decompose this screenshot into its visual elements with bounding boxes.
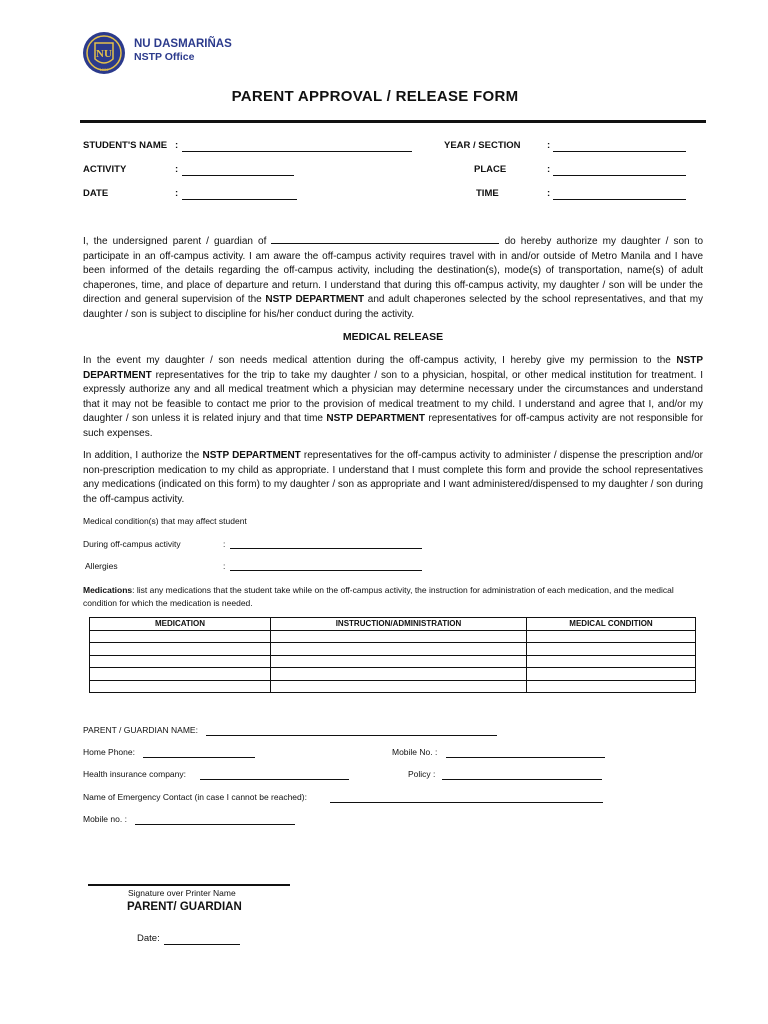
mobile2-field[interactable] [135, 814, 295, 825]
guardian-name-label: PARENT / GUARDIAN NAME: [83, 725, 198, 735]
col-header-condition: MEDICAL CONDITION [527, 618, 696, 631]
mobile2-label: Mobile no. : [83, 814, 127, 824]
year-section-colon: : [547, 140, 551, 151]
signature-date-label: Date: [137, 933, 160, 944]
auth-nstp-dept: NSTP DEPARTMENT [265, 294, 365, 305]
medication-cell[interactable] [90, 680, 271, 693]
medical-release-title: MEDICAL RELEASE [342, 331, 444, 343]
student-name-field[interactable] [182, 141, 412, 152]
medications-header-row [90, 618, 696, 631]
home-phone-label: Home Phone: [83, 747, 135, 757]
instruction-cell[interactable] [271, 655, 527, 668]
during-activity-colon: : [223, 539, 226, 549]
policy-field[interactable] [442, 769, 602, 780]
signature-role: PARENT/ GUARDIAN [127, 901, 242, 913]
medical-paragraph-1 [83, 354, 703, 441]
student-name-colon: : [175, 140, 179, 151]
medications-label: Medications [83, 585, 133, 595]
mobile-field[interactable] [446, 747, 605, 758]
conditions-heading: Medical condition(s) that may affect student [83, 516, 247, 526]
med-p1-bold-1: NSTP DEPARTMENT [83, 355, 704, 381]
auth-text-end: and adult chaperones selected by the school representatives, and that my daughter / son is subject to discipline for his/her conduct during the activity. [83, 294, 704, 320]
auth-text-body: participate in an off-campus activity. I am aware the off-campus activity requires travel with in and/or outside of Metro Manila and I have been informed of the details regarding the off-campus activity, including the destination(s), mode(s) of transportation, name(s) of adult chaperones, time, and place of departure and return. I understand that during this off-campus activity, my daughter / son will be under the direction and general supervision of the [83, 250, 703, 305]
signature-date-field[interactable] [164, 934, 240, 945]
allergies-colon: : [223, 561, 226, 571]
date-label: DATE [83, 188, 109, 199]
medications-row [90, 643, 696, 656]
title-divider [80, 120, 706, 123]
authorization-paragraph [83, 234, 703, 322]
med-p1-text-a: In the event my daughter / son needs medical attention during the off-campus activity, I hereby give my permission to the [83, 355, 671, 366]
insurance-label: Health insurance company: [83, 769, 187, 779]
med-p2-text-b: representatives for the off-campus activity to administer / dispense the prescription and/or non-prescription medication to my child as appropriate. I understand that I must complete this form and provide the school representatives any medications (indicated on this form) to my daughter / son as appropriate and I want administered/dispensed to my daughter / son during the off-campus activity. [83, 450, 704, 505]
emergency-contact-field[interactable] [330, 792, 603, 803]
activity-label: ACTIVITY [83, 164, 127, 175]
medications-row [90, 680, 696, 693]
instruction-cell[interactable] [271, 680, 527, 693]
condition-cell[interactable] [527, 630, 696, 643]
medications-row [90, 655, 696, 668]
medication-cell[interactable] [90, 630, 271, 643]
medications-instructions [83, 584, 708, 609]
date-field[interactable] [182, 189, 297, 200]
med-p2-text-a: In addition, I authorize the [83, 450, 200, 461]
condition-cell[interactable] [527, 643, 696, 656]
medication-cell[interactable] [90, 643, 271, 656]
place-field[interactable] [553, 165, 686, 176]
activity-field[interactable] [182, 165, 294, 176]
signature-line[interactable] [88, 884, 290, 886]
medications-row [90, 630, 696, 643]
condition-cell[interactable] [527, 655, 696, 668]
allergies-field[interactable] [230, 560, 422, 571]
time-colon: : [547, 188, 551, 199]
instruction-cell[interactable] [271, 630, 527, 643]
med-p1-text-c: representatives for off-campus activity are not responsible for such expenses. [83, 413, 704, 439]
medication-cell[interactable] [90, 655, 271, 668]
med-p1-bold-2: NSTP DEPARTMENT [326, 413, 425, 424]
instruction-cell[interactable] [271, 643, 527, 656]
med-p1-text-b: representatives for the trip to take my daughter / son to a physician, hospital, or other medical institution for treatment. I expressly authorize any and all medical treatment which a physician may determine necessary under the circumstances and understand that it may not be feasible to contact me prior to the provision of medical treatment to my child. I understand and agree that I, and/or my daughter / son unless it is related injury and that time [83, 369, 703, 424]
form-title: PARENT APPROVAL / RELEASE FORM [231, 88, 519, 105]
medication-cell[interactable] [90, 668, 271, 681]
medications-table [89, 617, 696, 693]
brand-block [134, 38, 232, 64]
auth-text-authorize: do hereby authorize my daughter / son to [504, 236, 704, 247]
place-colon: : [547, 164, 551, 175]
condition-cell[interactable] [527, 680, 696, 693]
guardian-name-field[interactable] [206, 725, 497, 736]
med-p2-bold: NSTP DEPARTMENT [202, 450, 301, 461]
brand-office: NSTP Office [134, 51, 195, 63]
instruction-cell[interactable] [271, 668, 527, 681]
medications-text: : list any medications that the student take while on the off-campus activity, the instruction for administration of each medication, and the medical condition for which the medication is needed. [83, 585, 674, 608]
brand-name: NU DASMARIÑAS [134, 38, 232, 50]
emergency-contact-label: Name of Emergency Contact (in case I cannot be reached): [83, 792, 307, 802]
university-seal-logo [82, 31, 126, 75]
time-field[interactable] [553, 189, 686, 200]
seal-monogram: NU [96, 48, 112, 60]
home-phone-field[interactable] [143, 747, 255, 758]
student-name-label: STUDENT'S NAME [83, 140, 168, 151]
medical-paragraph-2 [83, 449, 703, 507]
seal-year: 1900 [99, 67, 109, 72]
during-activity-label: During off-campus activity [83, 539, 181, 549]
place-label: PLACE [474, 164, 507, 175]
auth-text-start: I, the undersigned parent / guardian of [83, 236, 267, 247]
during-activity-field[interactable] [230, 538, 422, 549]
condition-cell[interactable] [527, 668, 696, 681]
guardian-of-field[interactable] [271, 234, 499, 244]
mobile-label: Mobile No. : [392, 747, 438, 757]
activity-colon: : [175, 164, 179, 175]
col-header-instruction: INSTRUCTION/ADMINISTRATION [271, 618, 527, 631]
year-section-label: YEAR / SECTION [444, 140, 521, 151]
col-header-medication: MEDICATION [90, 618, 271, 631]
date-colon: : [175, 188, 179, 199]
seal-icon [82, 31, 126, 75]
allergies-label: Allergies [85, 561, 118, 571]
year-section-field[interactable] [553, 141, 686, 152]
signature-caption: Signature over Printer Name [128, 888, 236, 898]
insurance-field[interactable] [200, 769, 349, 780]
time-label: TIME [476, 188, 499, 199]
medications-row [90, 668, 696, 681]
policy-label: Policy : [408, 769, 436, 779]
